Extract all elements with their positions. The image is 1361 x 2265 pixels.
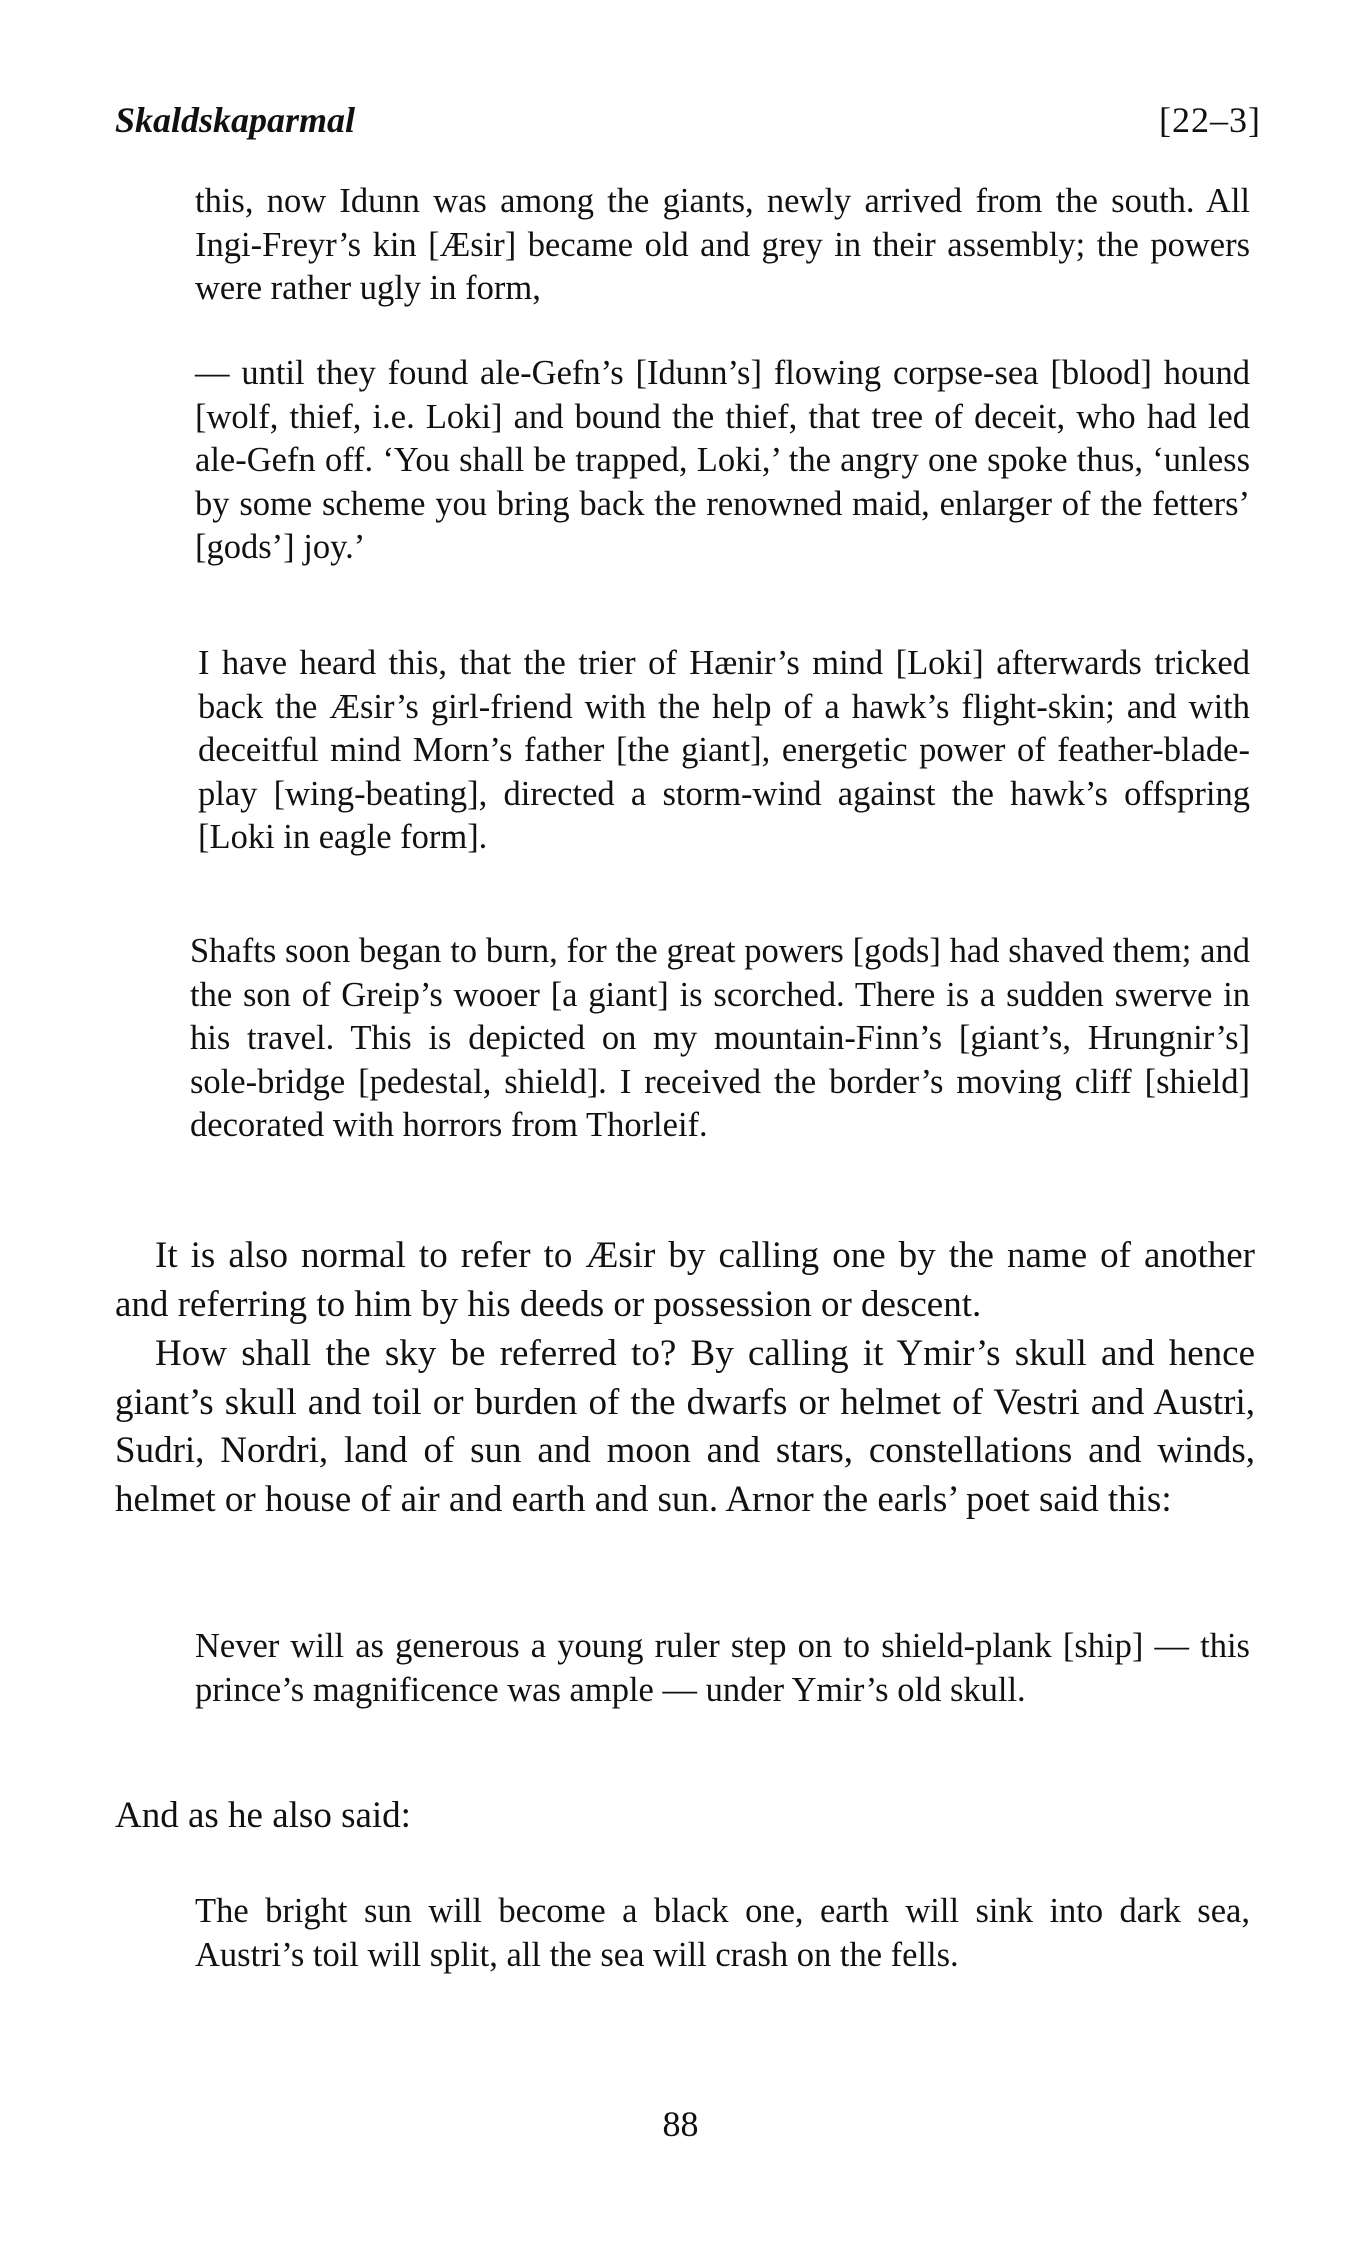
prose-paragraph-1	[115, 1232, 1255, 1329]
page-number: 88	[662, 2104, 699, 2144]
verse-stanza-4: Shafts soon began to burn, for the great powers [gods] had shaved them; and the son of Greip’s wooer [a giant] is scorched. There is a sudden swerve in his travel. This is depicted on my mountain-Finn’s [giant’s, Hrungnir’s] sole-bridge [pedestal, shield]. I received the border’s moving cliff [shield] decorated with horrors from Thorleif.	[190, 932, 1250, 1145]
section-reference: [22–3]	[1159, 100, 1261, 140]
prose-paragraph-2	[115, 1330, 1255, 1524]
verse-stanza-3: I have heard this, that the trier of Hænir’s mind [Loki] afterwards tricked back the Æsir’s girl-friend with the help of a hawk’s flight-skin; and with deceitful mind Morn’s father [the giant], energetic power of feather-blade-play [wing-beating], directed a storm-wind against the hawk’s offspring [Loki in eagle form].	[198, 644, 1250, 857]
verse-stanza-2: — until they found ale-Gefn’s [Idunn’s] flowing corpse-sea [blood] hound [wolf, thief, i.e. Loki] and bound the thief, that tree of deceit, who had led ale-Gefn off. ‘You shall be trapped, Loki,’ the angry one spoke thus, ‘unless by some scheme you bring back the renowned maid, enlarger of the fetters’ [gods’] joy.’	[195, 354, 1250, 567]
prose-paragraph-2-text: How shall the sky be referred to? By calling it Ymir’s skull and hence giant’s skull and toil or burden of the dwarfs or helmet of Vestri and Austri, Sudri, Nordri, land of sun and moon and stars, constellations and winds, helmet or house of air and earth and sun. Arnor the earls’ poet said this:	[115, 1333, 1255, 1520]
prose-paragraph-1-text: It is also normal to refer to Æsir by calling one by the name of another and referring to him by his deeds or possession or descent.	[115, 1235, 1255, 1325]
verse-stanza-1: this, now Idunn was among the giants, newly arrived from the south. All Ingi-Freyr’s kin [Æsir] became old and grey in their assembly; the powers were rather ugly in form,	[195, 182, 1250, 308]
prose-and-as: And as he also said:	[115, 1795, 411, 1836]
verse-arnor-2: The bright sun will become a black one, earth will sink into dark sea, Austri’s toil will split, all the sea will crash on the fells.	[195, 1892, 1250, 1974]
verse-arnor-1: Never will as generous a young ruler step on to shield-plank [ship] — this prince’s magnificence was ample — under Ymir’s old skull.	[195, 1627, 1250, 1709]
running-title: Skaldskaparmal	[115, 100, 356, 140]
